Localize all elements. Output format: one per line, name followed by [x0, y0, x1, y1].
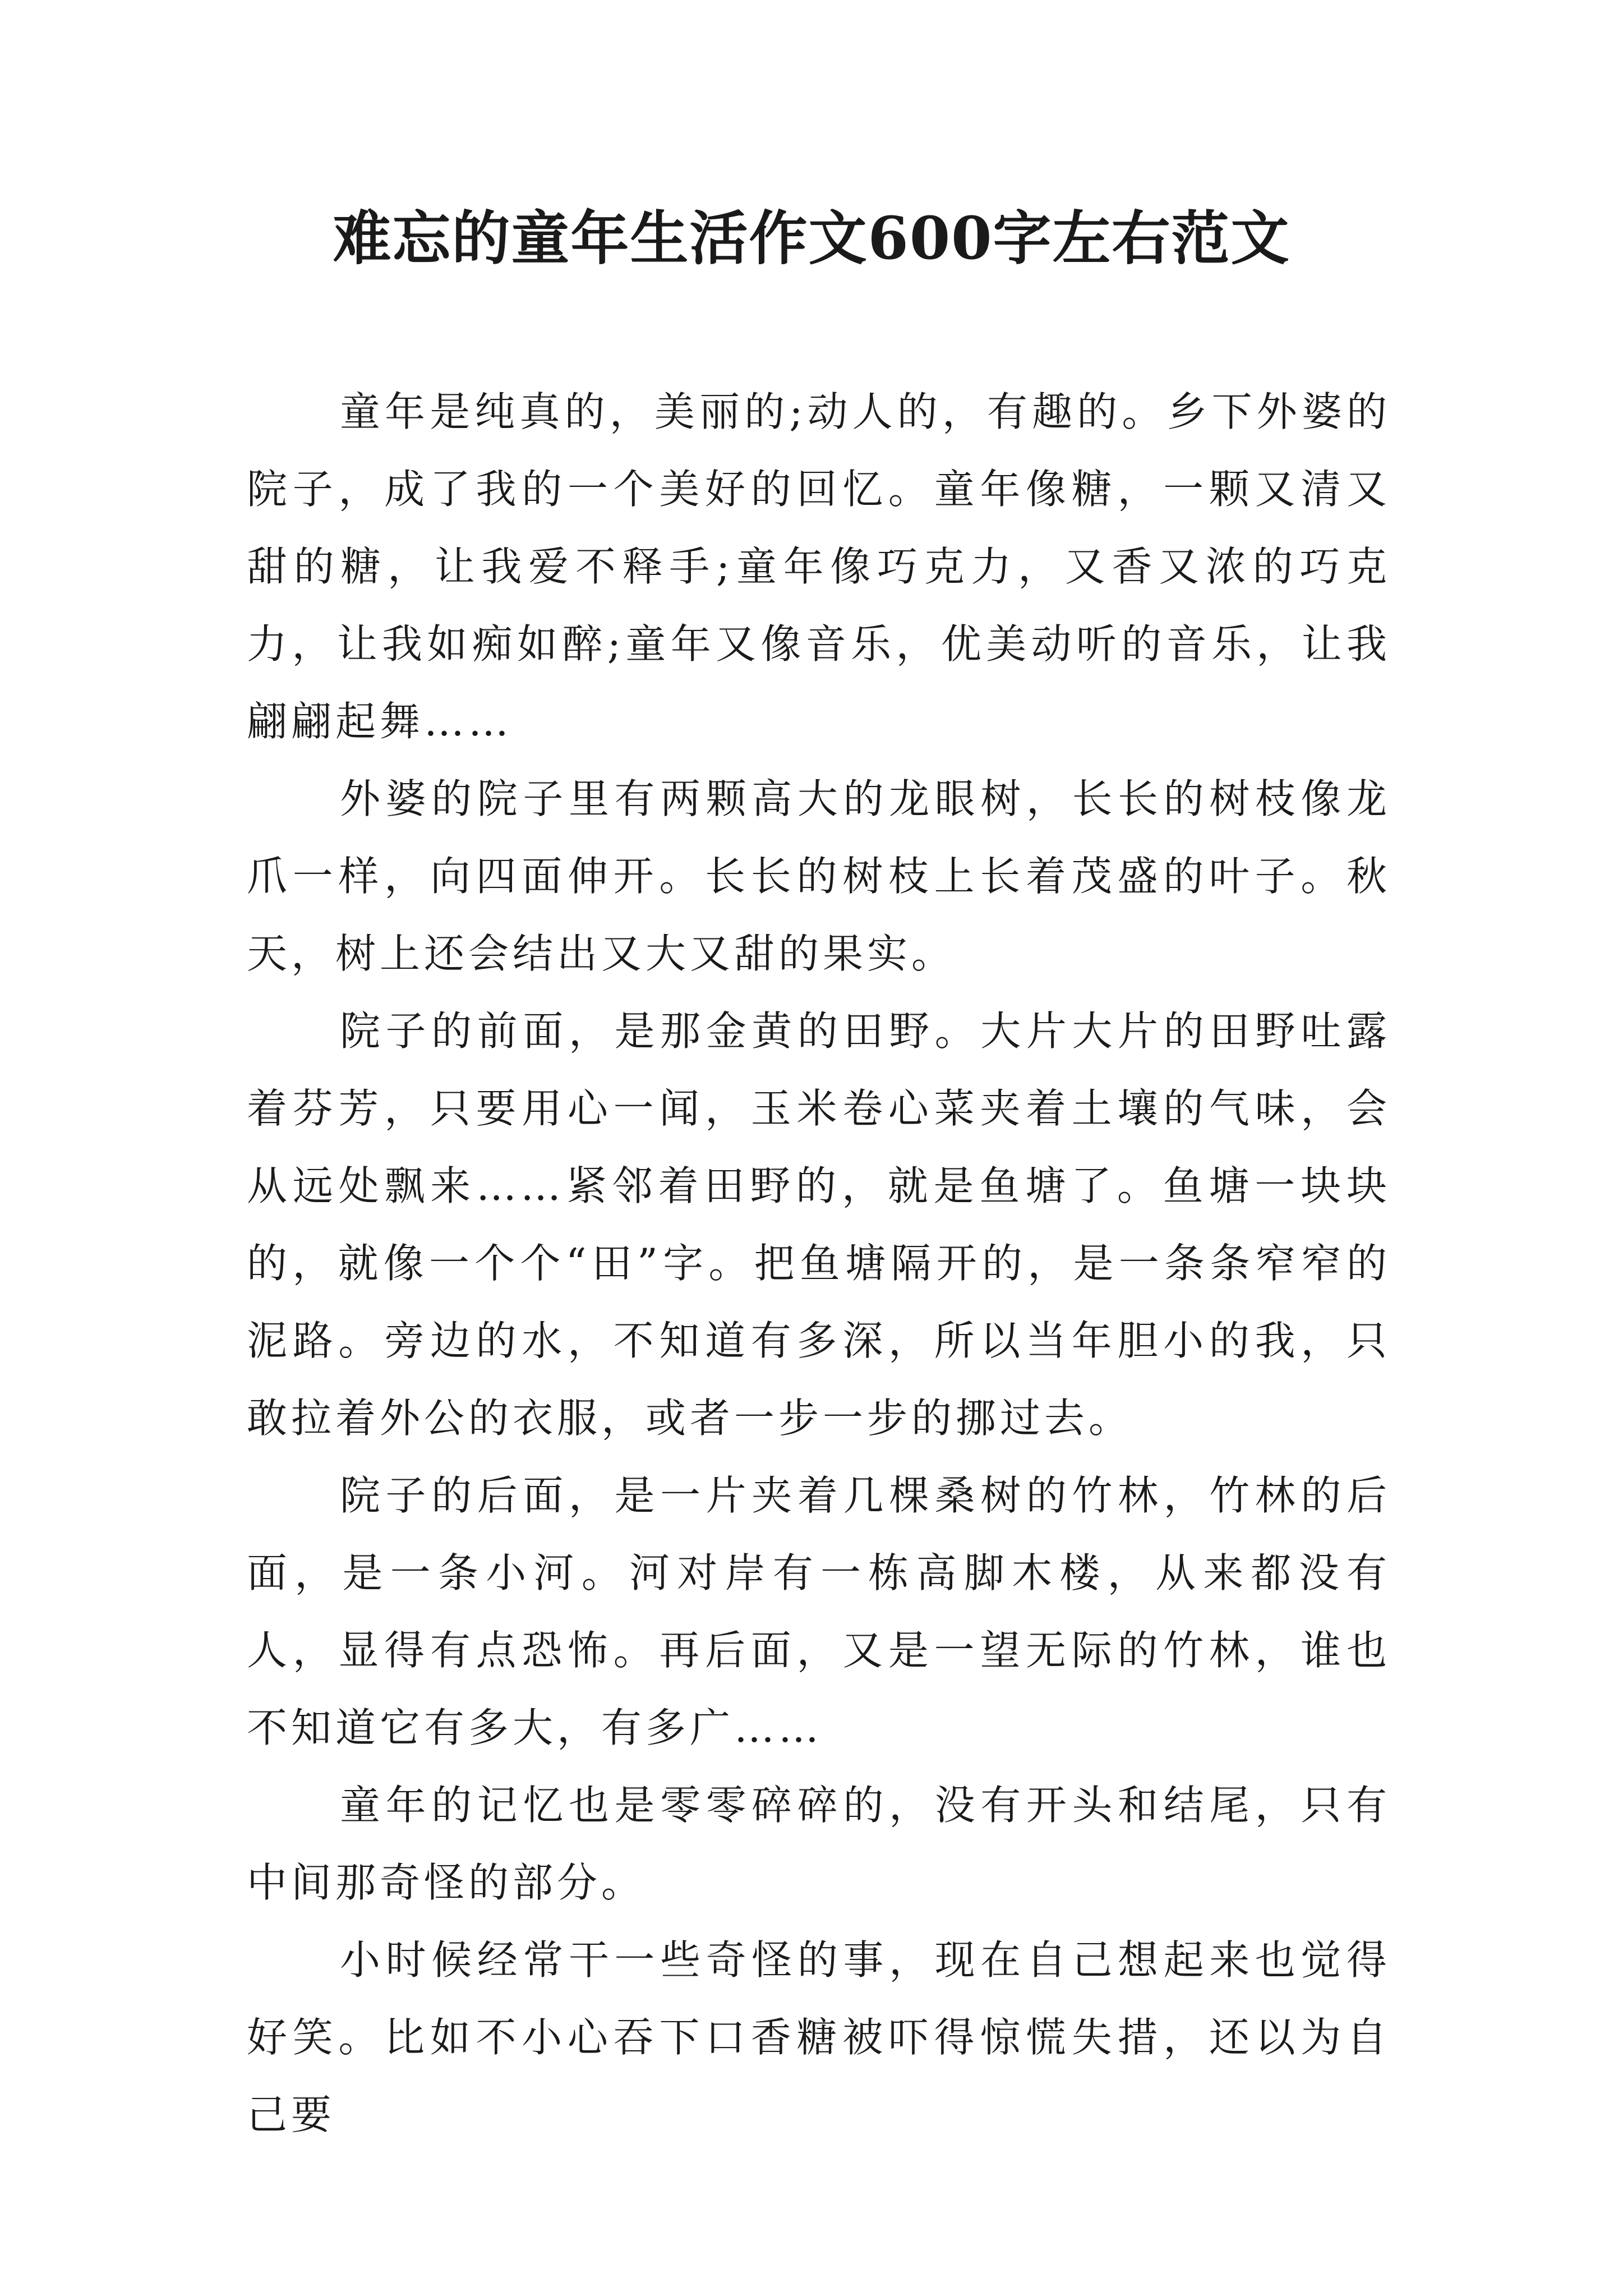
paragraph-1: 童年是纯真的，美丽的;动人的，有趣的。乡下外婆的院子，成了我的一个美好的回忆。童年像糖，一颗又清又甜的糖，让我爱不释手;童年像巧克力，又香又浓的巧克力，让我如痴如醉;童年又像音乐，优美动听的音乐，让我翩翩起舞……	[247, 388, 1391, 745]
document-title: 难忘的童年生活作文600字左右范文	[333, 204, 1290, 273]
document-body	[247, 373, 1391, 2154]
paragraph-4: 院子的后面，是一片夹着几棵桑树的竹林，竹林的后面，是一条小河。河对岸有一栋高脚木楼，从来都没有人，显得有点恐怖。再后面，又是一望无际的竹林，谁也不知道它有多大，有多广……	[247, 1472, 1391, 1751]
paragraph-3: 院子的前面，是那金黄的田野。大片大片的田野吐露着芬芳，只要用心一闻，玉米卷心菜夹着土壤的气味，会从远处飘来……紧邻着田野的，就是鱼塘了。鱼塘一块块的，就像一个个“田”字。把鱼塘隔开的，是一条条窄窄的泥路。旁边的水，不知道有多深，所以当年胆小的我，只敢拉着外公的衣服，或者一步一步的挪过去。	[247, 1007, 1391, 1442]
paragraph-5: 童年的记忆也是零零碎碎的，没有开头和结尾，只有中间那奇怪的部分。	[247, 1782, 1391, 1906]
paragraph-6: 小时候经常干一些奇怪的事，现在自己想起来也觉得好笑。比如不小心吞下口香糖被吓得惊慌失措，还以为自己要	[247, 1936, 1391, 2138]
paragraph-2: 外婆的院子里有两颗高大的龙眼树，长长的树枝像龙爪一样，向四面伸开。长长的树枝上长着茂盛的叶子。秋天，树上还会结出又大又甜的果实。	[247, 775, 1391, 977]
